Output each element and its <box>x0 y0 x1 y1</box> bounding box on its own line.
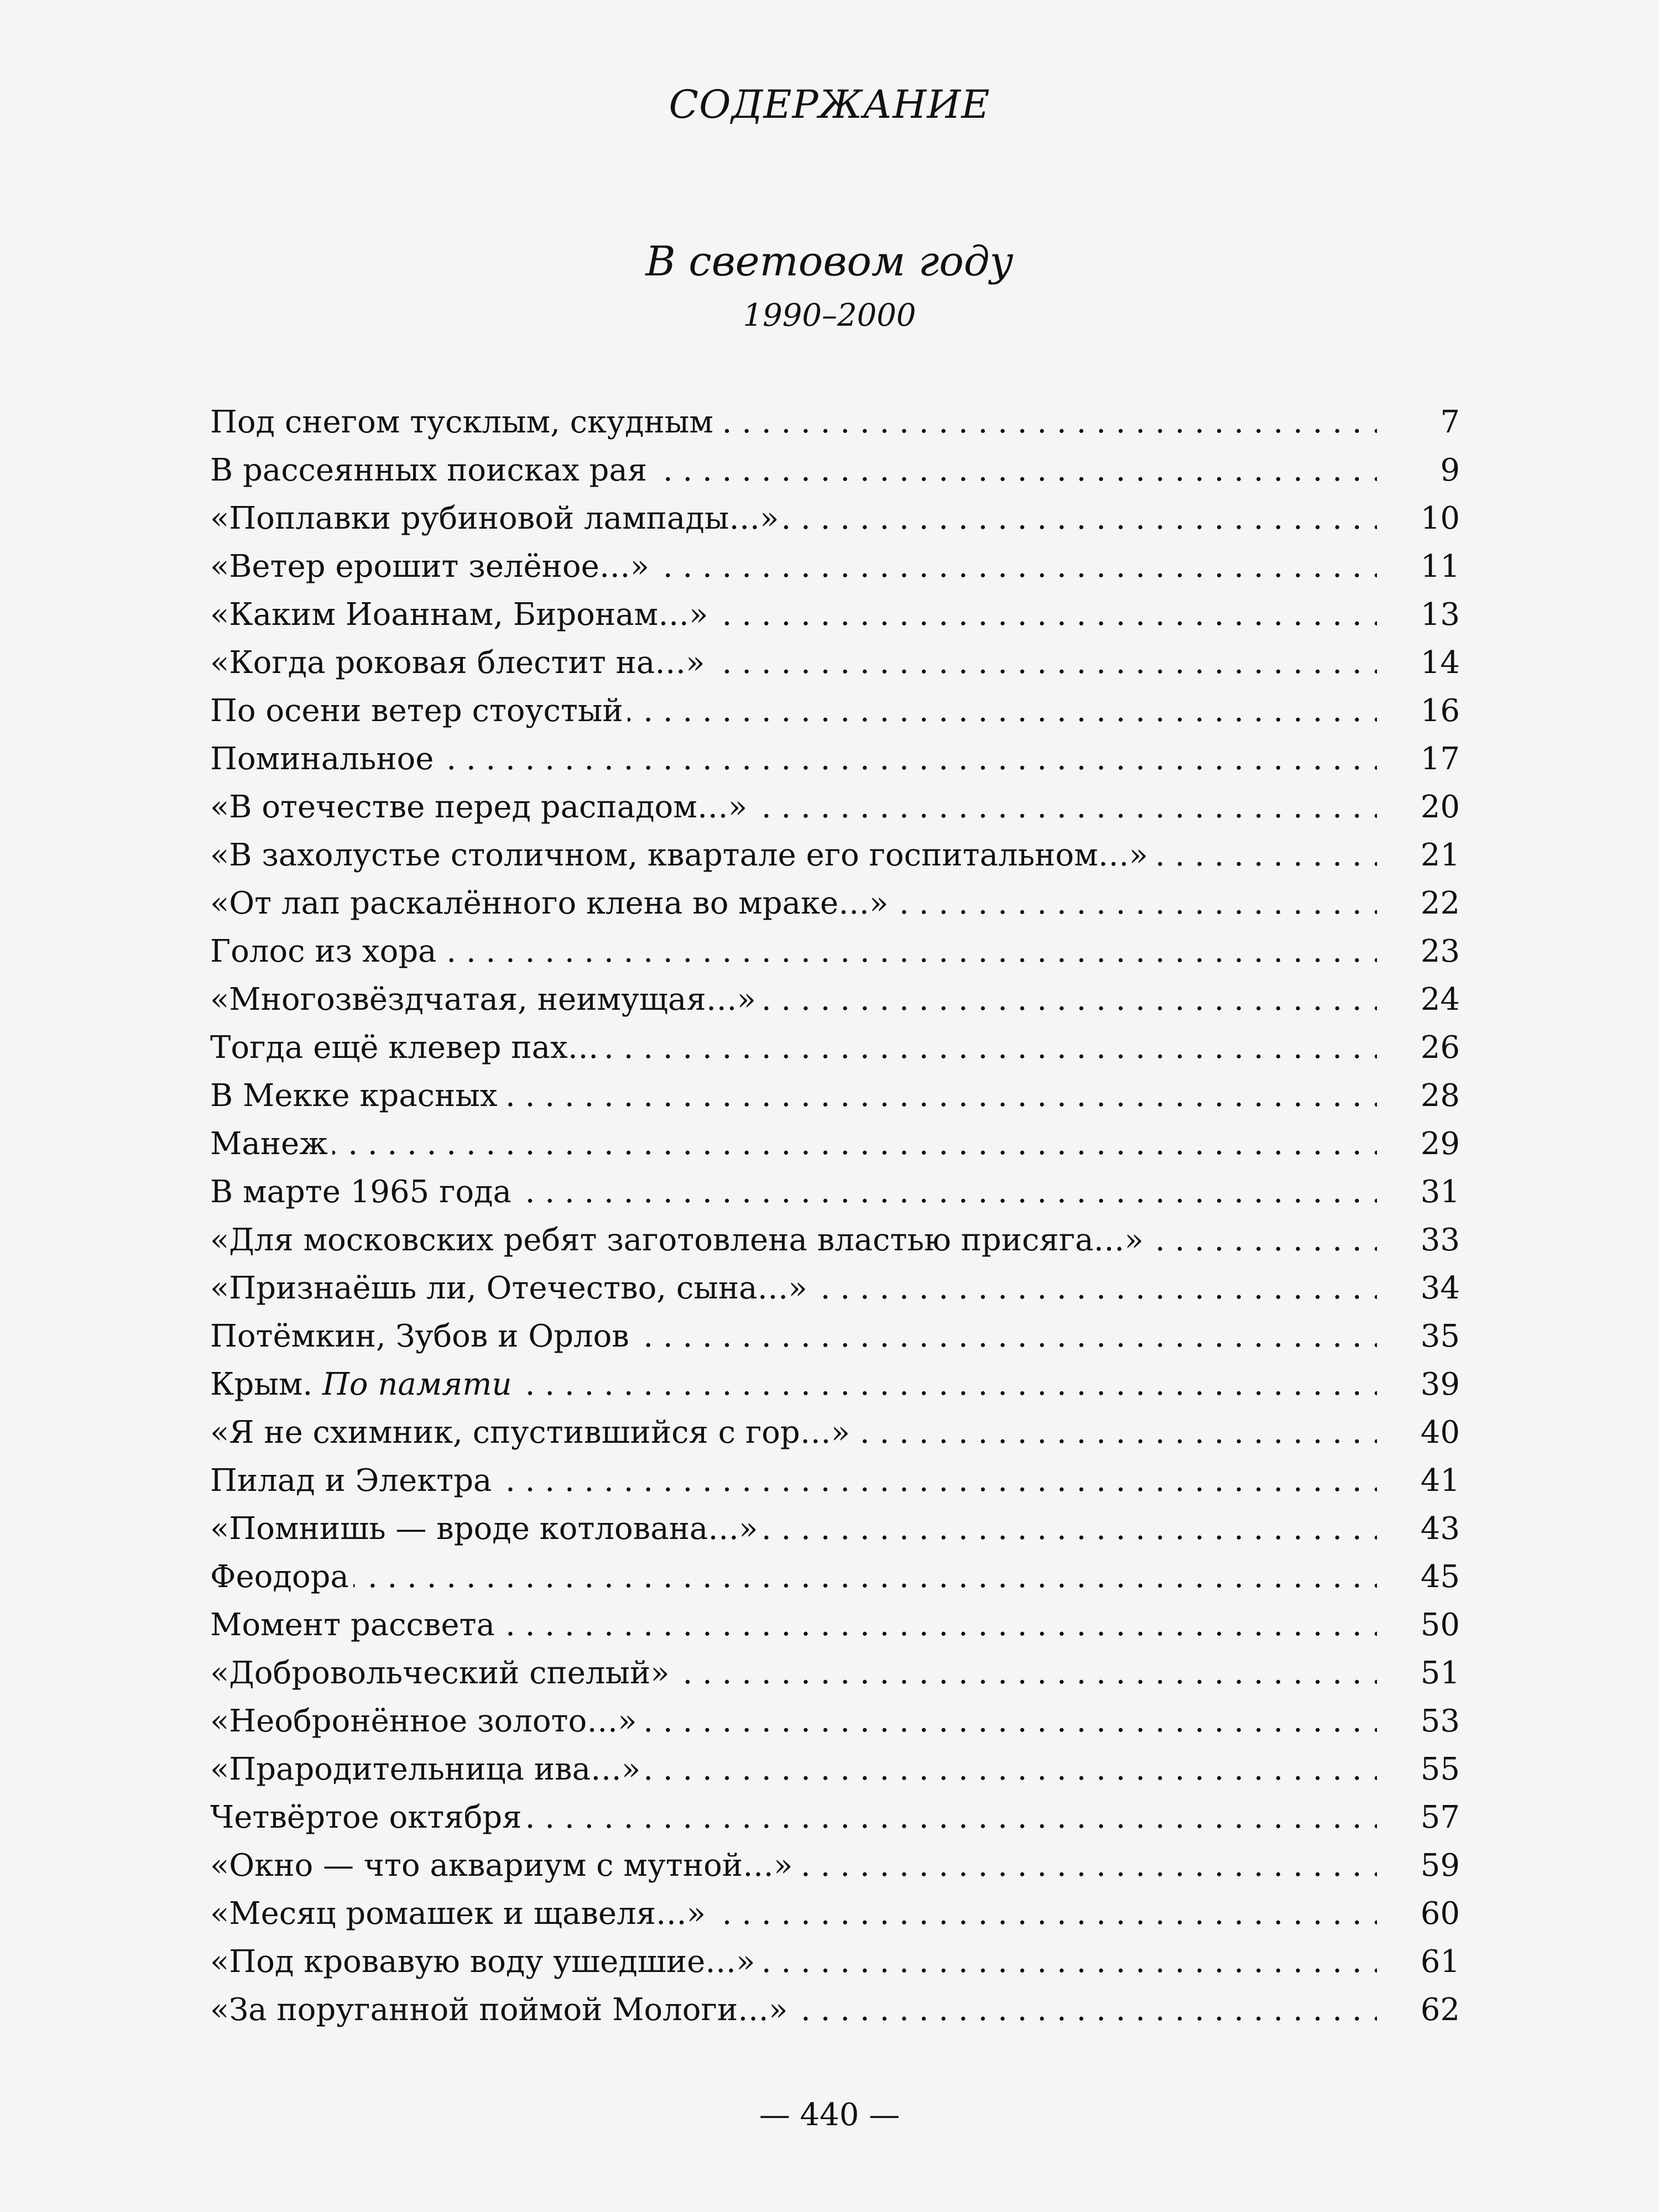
toc-entry-text <box>210 789 752 825</box>
toc-entry-title-text: «Месяц ромашек и щавеля…» <box>210 1896 706 1932</box>
toc-entry-title-text: В марте 1965 года <box>210 1174 512 1210</box>
toc-entry-page: 50 <box>1420 1607 1460 1643</box>
toc-entry-text <box>210 1415 854 1451</box>
toc-entry-title-text: «В отечестве перед распадом…» <box>210 789 748 825</box>
toc-entry-title <box>210 1890 1377 1938</box>
toc-entry-title-text: «Когда роковая блестит на…» <box>210 645 705 681</box>
toc-entry-page: 55 <box>1420 1751 1460 1787</box>
toc-entry-text <box>210 1222 1148 1258</box>
toc-entry-page: 61 <box>1420 1944 1460 1980</box>
toc-entry-text <box>210 1078 502 1114</box>
toc-entry-page: 59 <box>1420 1848 1460 1884</box>
toc-entry-title-text: «Каким Иоаннам, Биронам…» <box>210 597 708 633</box>
page-number: — 440 — <box>759 2097 900 2133</box>
toc-entry-text <box>210 1174 516 1210</box>
toc-entry-text <box>210 1463 496 1499</box>
toc-entry-page: 31 <box>1420 1174 1460 1210</box>
toc-entry-page: 14 <box>1420 645 1460 681</box>
toc-entry-text <box>210 1270 812 1306</box>
toc-entry-title-text: Пилад и Электра <box>210 1463 492 1499</box>
toc-entry-text <box>210 1366 516 1402</box>
toc-entry-text <box>210 1655 674 1691</box>
toc-entry-title-text: «Признаёшь ли, Отечество, сына…» <box>210 1270 807 1306</box>
toc-entry-title-text: «Ветер ерошит зелёное…» <box>210 549 650 585</box>
toc-entry-title-text: Голос из хора <box>210 933 437 969</box>
toc-entry-text <box>210 597 712 633</box>
toc-entry <box>210 1024 1460 1072</box>
toc-entry-text <box>210 837 1152 873</box>
toc-entry-title <box>210 1457 1377 1505</box>
toc-entry <box>210 1553 1460 1601</box>
toc-entry <box>210 1168 1460 1216</box>
toc-entry-title-text: В рассеянных поисках рая <box>210 452 648 488</box>
toc-entry-title <box>210 831 1377 879</box>
toc-entry <box>210 1697 1460 1745</box>
toc-entry-title-text: Поминальное <box>210 741 434 777</box>
toc-entry-title-text: «В захолустье столичном, квартале его госпитальном…» <box>210 837 1148 873</box>
toc-entry <box>210 783 1460 831</box>
toc-entry <box>210 1457 1460 1505</box>
toc-entry-page: 33 <box>1420 1222 1460 1258</box>
toc-entry-title <box>210 1649 1377 1697</box>
toc-entry-title-text: «Я не схимник, спустившийся с гор…» <box>210 1415 850 1451</box>
toc-entry <box>210 1986 1460 2034</box>
toc-entry-title <box>210 879 1377 927</box>
toc-entry-title <box>210 1793 1377 1841</box>
toc-entry-title <box>210 1986 1377 2034</box>
toc-entry-text <box>210 982 760 1018</box>
toc-entry <box>210 1890 1460 1938</box>
toc-entry-text <box>210 1799 526 1835</box>
toc-entry-title <box>210 1024 1377 1072</box>
toc-entry-page: 57 <box>1420 1799 1460 1835</box>
toc-entry <box>210 1360 1460 1408</box>
toc-entry-title <box>210 927 1377 975</box>
toc-entry <box>210 1601 1460 1649</box>
contents-heading: СОДЕРЖАНИЕ <box>669 82 990 127</box>
toc-entry-title-text: Крым. <box>210 1366 313 1402</box>
toc-entry-title <box>210 687 1377 735</box>
toc-entry-text <box>210 1126 332 1162</box>
toc-entry-page: 40 <box>1420 1415 1460 1451</box>
toc-entry-page: 10 <box>1420 500 1460 536</box>
toc-entry <box>210 1264 1460 1312</box>
toc-entry <box>210 927 1460 975</box>
toc-entry-title <box>210 1745 1377 1793</box>
toc-entry-title <box>210 639 1377 687</box>
toc-entry-title-text: Четвёртое октября <box>210 1799 522 1835</box>
toc-entry-page: 20 <box>1420 789 1460 825</box>
toc-entry-text <box>210 1944 760 1980</box>
toc-entry-text <box>210 404 718 440</box>
toc-entry-title-text: «Необронённое золото…» <box>210 1703 637 1739</box>
table-of-contents <box>210 398 1460 2034</box>
toc-entry-text <box>210 1030 603 1066</box>
toc-entry-text <box>210 741 438 777</box>
toc-entry-page: 34 <box>1420 1270 1460 1306</box>
toc-entry-page: 53 <box>1420 1703 1460 1739</box>
toc-entry <box>210 687 1460 735</box>
toc-entry-title-text: «Добровольческий спелый» <box>210 1655 670 1691</box>
toc-entry-title <box>210 1601 1377 1649</box>
toc-entry-page: 29 <box>1420 1126 1460 1162</box>
toc-entry-page: 23 <box>1420 933 1460 969</box>
toc-entry-title-text: «Многозвёздчатая, неимущая…» <box>210 982 756 1018</box>
toc-entry-title <box>210 1072 1377 1120</box>
toc-entry-title-text: В Мекке красных <box>210 1078 498 1114</box>
toc-entry-page: 9 <box>1440 452 1460 488</box>
toc-entry-title-text: Потёмкин, Зубов и Орлов <box>210 1318 629 1354</box>
toc-entry-page: 43 <box>1420 1511 1460 1547</box>
toc-entry <box>210 398 1460 446</box>
toc-entry-text <box>210 1848 797 1884</box>
toc-entry <box>210 831 1460 879</box>
toc-entry <box>210 1120 1460 1168</box>
toc-entry-text <box>210 1896 710 1932</box>
toc-entry <box>210 975 1460 1024</box>
toc-entry-title-text: «За поруганной поймой Мологи…» <box>210 1992 788 2028</box>
toc-entry-title <box>210 1120 1377 1168</box>
section-title: В световом году <box>645 238 1014 285</box>
toc-entry <box>210 1408 1460 1457</box>
toc-entry-text <box>210 645 709 681</box>
toc-entry-page: 16 <box>1420 693 1460 729</box>
toc-entry <box>210 735 1460 783</box>
toc-entry-title-text: «Окно — что аквариум с мутной…» <box>210 1848 793 1884</box>
toc-entry <box>210 879 1460 927</box>
toc-entry-text <box>210 500 784 536</box>
toc-entry-page: 51 <box>1420 1655 1460 1691</box>
toc-entry-text <box>210 693 628 729</box>
toc-entry-page: 35 <box>1420 1318 1460 1354</box>
toc-entry <box>210 542 1460 591</box>
toc-entry-page: 62 <box>1420 1992 1460 2028</box>
toc-entry <box>210 446 1460 494</box>
toc-entry-text <box>210 1751 645 1787</box>
toc-entry-text <box>210 1607 499 1643</box>
toc-entry-page: 39 <box>1420 1366 1460 1402</box>
toc-entry-title <box>210 1360 1377 1408</box>
toc-entry-title <box>210 398 1377 446</box>
toc-entry-page: 28 <box>1420 1078 1460 1114</box>
toc-entry <box>210 1938 1460 1986</box>
toc-entry-title <box>210 542 1377 591</box>
toc-entry-text <box>210 1318 634 1354</box>
toc-entry-title <box>210 591 1377 639</box>
toc-entry-title <box>210 1505 1377 1553</box>
toc-entry-title-text: Момент рассвета <box>210 1607 495 1643</box>
toc-entry-title <box>210 1264 1377 1312</box>
toc-entry-title <box>210 1216 1377 1264</box>
toc-entry-text <box>210 1992 792 2028</box>
toc-entry-title-text: «Под кровавую воду ушедшие…» <box>210 1944 755 1980</box>
toc-entry-page: 26 <box>1420 1030 1460 1066</box>
toc-entry-title-italic: По памяти <box>322 1366 512 1402</box>
toc-entry-title <box>210 783 1377 831</box>
toc-entry-text <box>210 452 651 488</box>
toc-entry-title <box>210 1938 1377 1986</box>
toc-entry <box>210 639 1460 687</box>
toc-entry-title-text: Манеж <box>210 1126 328 1162</box>
toc-entry-title-text: «Помнишь — вроде котлована…» <box>210 1511 758 1547</box>
toc-entry-title <box>210 1408 1377 1457</box>
section-years: 1990–2000 <box>743 298 916 333</box>
toc-entry-page: 11 <box>1420 549 1460 585</box>
toc-entry-page: 17 <box>1420 741 1460 777</box>
toc-entry <box>210 1841 1460 1890</box>
toc-entry-title <box>210 1168 1377 1216</box>
toc-entry-title <box>210 1553 1377 1601</box>
toc-entry-title-text: Под снегом тусклым, скудным <box>210 404 713 440</box>
toc-entry-page: 13 <box>1420 597 1460 633</box>
toc-entry <box>210 1312 1460 1360</box>
toc-entry <box>210 1072 1460 1120</box>
toc-entry-title-text: «Для московских ребят заготовлена властью присяга…» <box>210 1222 1144 1258</box>
toc-entry-title-text: Феодора <box>210 1559 349 1595</box>
toc-entry-title-text: По осени ветер стоустый <box>210 693 623 729</box>
toc-entry-title <box>210 1841 1377 1890</box>
toc-entry <box>210 1745 1460 1793</box>
toc-entry-text <box>210 885 893 921</box>
toc-entry-text <box>210 1703 641 1739</box>
toc-entry-text <box>210 933 441 969</box>
toc-entry-page: 7 <box>1440 404 1460 440</box>
toc-entry <box>210 1505 1460 1553</box>
toc-entry-title <box>210 494 1377 542</box>
toc-entry-title-text: «От лап раскалённого клена во мраке…» <box>210 885 889 921</box>
toc-entry-title-text: Тогда ещё клевер пах… <box>210 1030 599 1066</box>
toc-entry-text <box>210 1511 763 1547</box>
toc-entry-title <box>210 446 1377 494</box>
toc-entry <box>210 494 1460 542</box>
toc-entry-page: 22 <box>1420 885 1460 921</box>
toc-entry-title <box>210 735 1377 783</box>
toc-entry-title <box>210 1312 1377 1360</box>
toc-entry-page: 45 <box>1420 1559 1460 1595</box>
toc-entry-title-text: «Поплавки рубиновой лампады…» <box>210 500 779 536</box>
toc-entry-page: 41 <box>1420 1463 1460 1499</box>
toc-entry-title <box>210 1697 1377 1745</box>
toc-entry-title <box>210 975 1377 1024</box>
toc-entry <box>210 1793 1460 1841</box>
toc-entry-text <box>210 549 654 585</box>
toc-entry-text <box>210 1559 353 1595</box>
toc-entry-title-text: «Прародительница ива…» <box>210 1751 641 1787</box>
toc-entry <box>210 1649 1460 1697</box>
toc-entry <box>210 1216 1460 1264</box>
toc-entry-page: 24 <box>1420 982 1460 1018</box>
toc-entry-page: 21 <box>1420 837 1460 873</box>
toc-entry <box>210 591 1460 639</box>
toc-entry-page: 60 <box>1420 1896 1460 1932</box>
